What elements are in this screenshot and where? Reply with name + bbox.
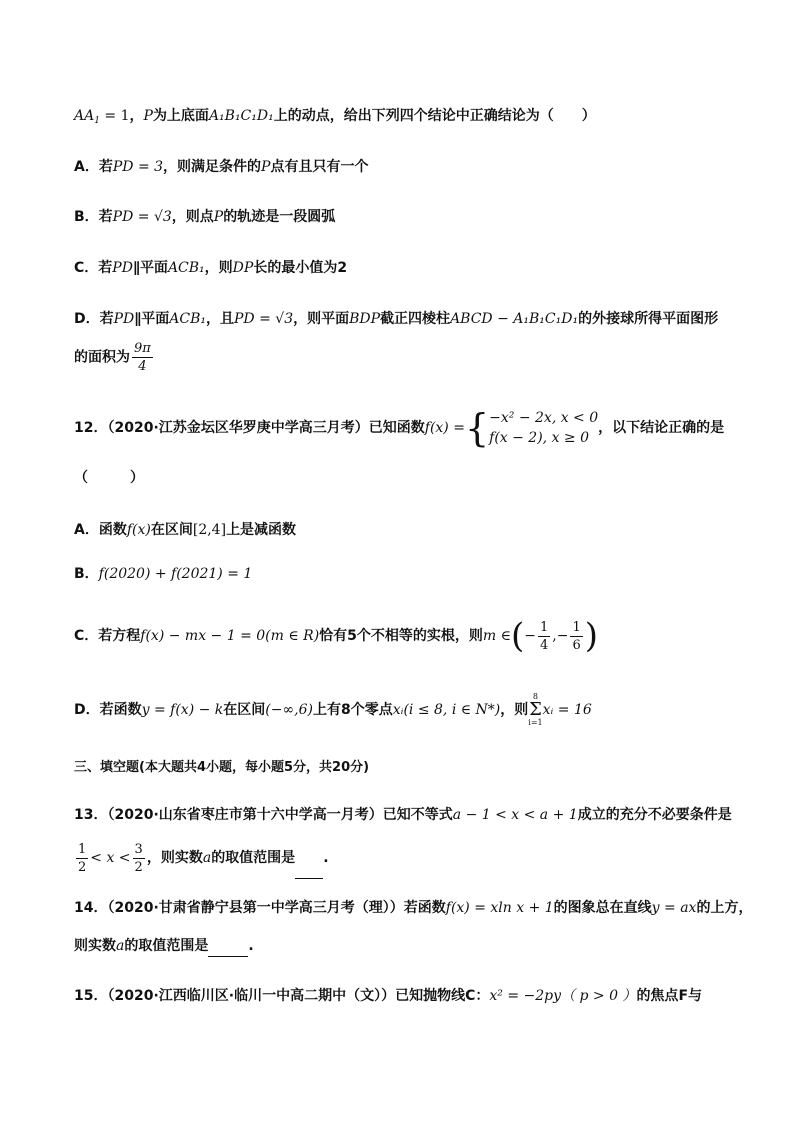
q12-stem: 12．（2020·江苏金坛区华罗庚中学高三月考）已知函数f(x) ={ −x² − 2x, x < 0 f(x − 2), x ≥ 0 ，以下结论正确的是 bbox=[74, 406, 725, 450]
q12-option-d[interactable]: D．若函数y = f(x) − k在区间(−∞,6)上有8个零点xᵢ(i ≤ 8, i ∈ N*)，则 8 Σ i=1 xᵢ = 16 bbox=[74, 692, 592, 727]
q12-option-b[interactable]: B．f(2020) + f(2021) = 1 bbox=[74, 566, 253, 582]
math-top-face: A₁B₁C₁D₁ bbox=[208, 108, 274, 124]
math-aa1: $AA_1 = 1$ bbox=[74, 108, 130, 126]
fraction-1-2: $\frac{1}{2}$ bbox=[78, 841, 87, 875]
q13-stem: 13．（2020·山东省枣庄市第十六中学高一月考）已知不等式a − 1 < x < a + 1成立的充分不必要条件是 bbox=[74, 807, 732, 823]
q12-answer-paren: （ ） bbox=[74, 470, 144, 486]
q14-line2: 则实数a的取值范围是 . bbox=[74, 936, 254, 957]
fraction-3-2: $\frac{3}{2}$ bbox=[134, 841, 143, 875]
answer-blank[interactable] bbox=[208, 936, 248, 957]
q11-intro-line: $AA_1 = 1$，P为上底面A₁B₁C₁D₁上的动点，给出下列四个结论中正确结论为（ ） bbox=[74, 108, 596, 126]
q14-stem: 14．（2020·甘肃省静宁县第一中学高三月考（理））若函数f(x) = xln x + 1的图象总在直线y = ax的上方， bbox=[74, 900, 753, 916]
answer-blank[interactable] bbox=[295, 838, 323, 879]
q12-option-c[interactable]: C．若方程f(x) − mx − 1 = 0(m ∈ R)恰有5个不相等的实根，则m ∈(− $\frac{1}{4}$ ,− $\frac{1}{6}$ ) bbox=[74, 616, 599, 656]
q11-option-a[interactable]: A．若PD = 3，则满足条件的P点有且只有一个 bbox=[74, 159, 369, 175]
q11-option-d-line2: 的面积为 $\frac{9\pi}{4}$ bbox=[74, 341, 151, 374]
q11-option-c[interactable]: C．若PD∥平面ACB₁，则DP长的最小值为2 bbox=[74, 260, 348, 276]
q13-line2: $\frac{1}{2}$ < x < $\frac{3}{2}$ ，则实数a的取值范围是 . bbox=[74, 838, 329, 879]
q11-option-d[interactable]: D．若PD∥平面ACB₁，且PD = √3，则平面BDP截正四棱柱ABCD − A₁B₁C₁D₁的外接球所得平面图形 bbox=[74, 311, 719, 327]
q11-option-b[interactable]: B．若PD = √3，则点P的轨迹是一段圆弧 bbox=[74, 209, 336, 225]
summation: 8 Σ i=1 bbox=[528, 692, 543, 727]
piecewise-function: { −x² − 2x, x < 0 f(x − 2), x ≥ 0 bbox=[464, 406, 599, 450]
section-3-title: 三、填空题(本大题共4小题，每小题5分，共20分) bbox=[74, 760, 370, 775]
q15-stem: 15．（2020·江西临川区·临川一中高二期中（文））已知抛物线C：x² = −2py（ p > 0 ）的焦点F与 bbox=[74, 988, 703, 1004]
fraction-9pi-4: $\frac{9\pi}{4}$ bbox=[134, 341, 151, 374]
q12-option-a[interactable]: A．函数f(x)在区间[2,4]上是减函数 bbox=[74, 522, 297, 538]
